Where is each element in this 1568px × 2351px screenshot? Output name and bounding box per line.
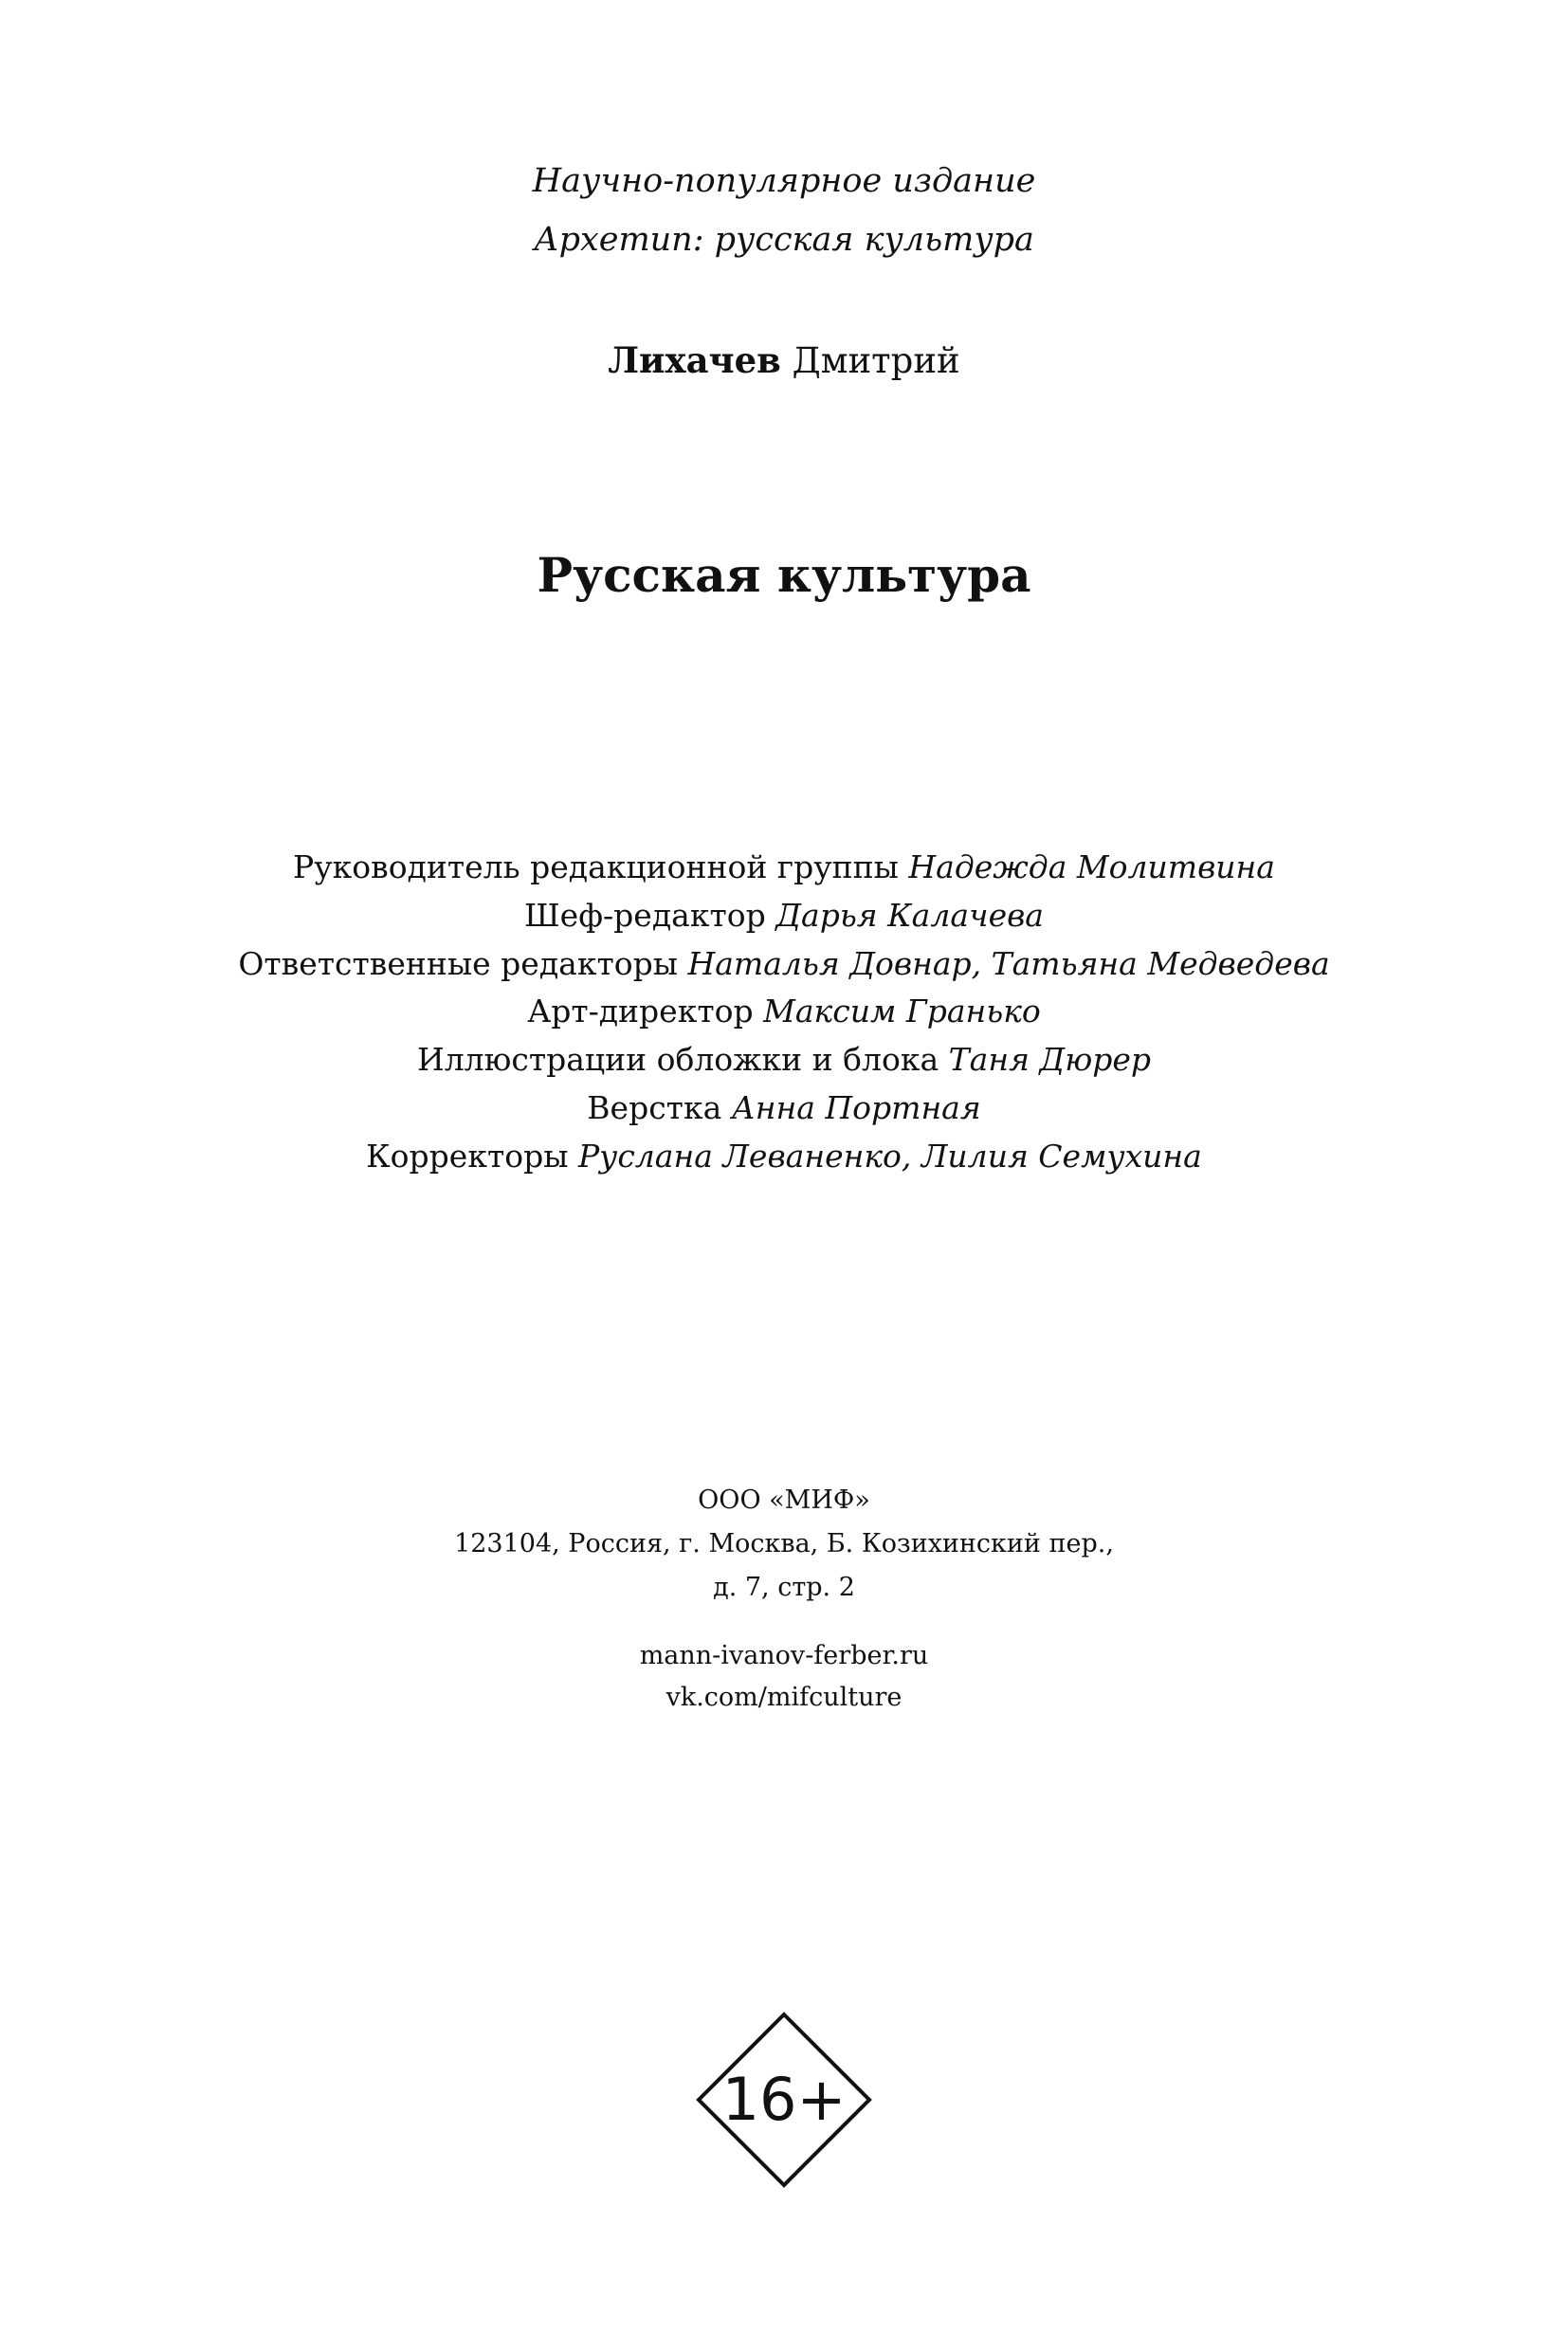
publisher-address-line1: 123104, Россия, г. Москва, Б. Козихинский пер., — [454, 1529, 1114, 1558]
credit-line — [0, 988, 1568, 1036]
social-link: vk.com/mifculture — [665, 1683, 903, 1712]
age-rating-badge — [694, 2010, 874, 2190]
web-links — [0, 1635, 1568, 1719]
credit-line — [0, 892, 1568, 940]
book-title-text: Русская культура — [537, 547, 1031, 603]
author-given-name: Дмитрий — [792, 340, 960, 381]
credit-line — [0, 1133, 1568, 1181]
credit-name: Надежда Молитвина — [908, 848, 1275, 885]
credit-name: Наталья Довнар, Татьяна Медведева — [687, 944, 1330, 982]
credit-role: Иллюстрации обложки и блока — [416, 1041, 939, 1079]
credit-name: Дарья Калачева — [775, 896, 1044, 934]
credit-line — [0, 940, 1568, 989]
author-line — [0, 332, 1568, 390]
series-info — [0, 152, 1568, 269]
author-surname: Лихачев — [608, 339, 781, 381]
website-link: mann-ivanov-ferber.ru — [639, 1641, 929, 1670]
credit-line — [0, 844, 1568, 892]
publisher-address-line2: д. 7, стр. 2 — [713, 1573, 855, 1602]
credit-name: Таня Дюрер — [948, 1041, 1152, 1079]
credit-name: Руслана Леваненко, Лилия Семухина — [577, 1137, 1202, 1175]
book-title — [0, 542, 1568, 609]
publication-type: Научно-популярное издание — [532, 162, 1036, 200]
credit-role: Верстка — [587, 1088, 722, 1126]
credit-role: Арт-директор — [527, 993, 754, 1030]
credit-name: Максим Гранько — [763, 993, 1041, 1030]
age-rating-text: 16+ — [721, 2065, 847, 2134]
credit-line — [0, 1084, 1568, 1133]
publisher-info — [0, 1479, 1568, 1610]
publisher-name: ООО «МИФ» — [698, 1485, 870, 1515]
credit-role: Ответственные редакторы — [238, 944, 678, 982]
credit-name: Анна Портная — [731, 1088, 981, 1126]
credit-role: Шеф-редактор — [524, 896, 766, 934]
credit-role: Корректоры — [366, 1137, 569, 1175]
author — [0, 332, 1568, 390]
series-name: Архетип: русская культура — [534, 221, 1034, 259]
credit-role: Руководитель редакционной группы — [293, 848, 899, 885]
credit-line — [0, 1036, 1568, 1084]
credits-list — [0, 844, 1568, 1181]
